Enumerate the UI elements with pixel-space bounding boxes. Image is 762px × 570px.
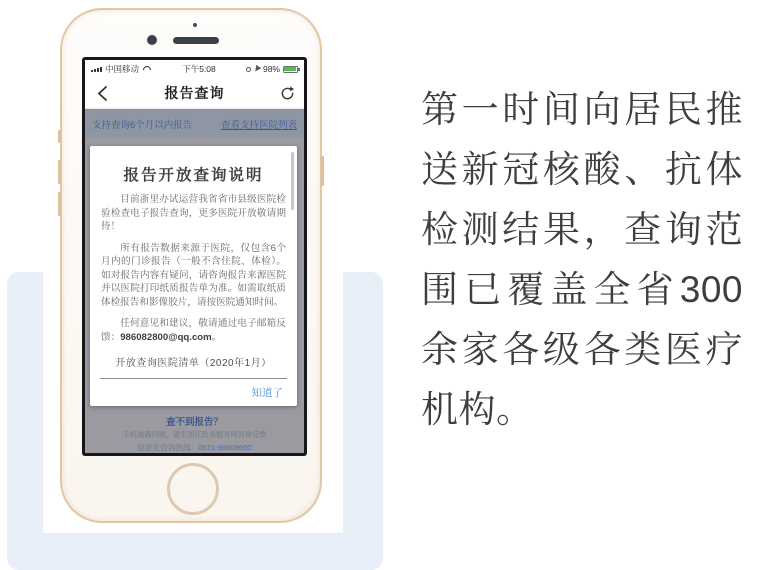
- earpiece-speaker: [173, 37, 219, 44]
- dialog-paragraph: [101, 317, 286, 344]
- back-button[interactable]: [94, 85, 110, 101]
- help-note: 手机端遇问题，请至浙江政务服务网咨询反馈: [122, 430, 267, 439]
- query-range-note: 支持查询6个月以内报告: [92, 119, 193, 131]
- wifi-icon: [142, 65, 152, 73]
- dialog-title: 报告开放查询说明: [123, 167, 264, 184]
- tip-bar: [85, 109, 304, 138]
- hotline-number[interactable]: 0571-88808660: [198, 443, 252, 452]
- phone-screen: [82, 57, 307, 456]
- battery-percent-label: 98%: [262, 64, 280, 74]
- dialog-paragraph: 所有报告数据来源于医院，仅包含6个月内的门诊报告（一般不含住院、体检）。如对报告内容有疑问，请咨询报告来源医院并以医院打印纸质报告单为准。如需取纸质体检报告和影像胶片，请按医院通知时间。: [101, 242, 286, 308]
- caption-text: 第一时间向居民推送新冠核酸、抗体检测结果，查询范围已覆盖全省300余家各级各类医疗机构。: [421, 89, 743, 430]
- orientation-lock-icon: [246, 67, 251, 72]
- refresh-icon: [280, 86, 295, 101]
- background-help-text: [85, 414, 304, 453]
- page-title: 报告查询: [164, 85, 225, 101]
- mute-switch: [58, 130, 61, 143]
- got-it-button[interactable]: 知道了: [251, 387, 283, 399]
- back-chevron-icon: [97, 85, 108, 102]
- location-icon: [253, 65, 261, 73]
- feedback-text-suffix: 。: [211, 331, 222, 343]
- hotline-label: 信息化咨询热线：: [137, 443, 199, 452]
- clock-label: 下午5:08: [182, 64, 216, 74]
- cannot-find-report-label: 查不到报告？: [165, 417, 223, 428]
- dimmed-content-overlay: [85, 138, 304, 453]
- app-viewport: [85, 60, 304, 453]
- volume-down-button: [58, 192, 61, 216]
- home-button[interactable]: [167, 463, 219, 515]
- dialog-divider: [100, 378, 287, 379]
- carrier-label: 中国移动: [105, 64, 140, 74]
- dialog-paragraph: 目前浙里办试运营我省省市县级医院检验检查电子报告查询，更多医院开放敬请期待！: [101, 194, 286, 232]
- signal-bars-icon: [91, 67, 102, 72]
- feedback-text: 任何意见和建议，敬请通过电子邮箱反馈：: [101, 318, 286, 343]
- feedback-email: 986082800@qq.com: [120, 331, 212, 343]
- volume-up-button: [58, 160, 61, 184]
- power-button: [321, 156, 324, 186]
- supported-hospitals-link[interactable]: 查看支持医院列表: [220, 119, 297, 131]
- dialog-scrollbar[interactable]: [291, 152, 294, 210]
- hotline-row: [85, 442, 304, 453]
- refresh-button[interactable]: [279, 85, 295, 101]
- proximity-sensor: [193, 23, 197, 27]
- report-notice-dialog: [90, 146, 297, 406]
- status-bar: [85, 60, 304, 78]
- front-camera: [147, 35, 157, 45]
- nav-bar: [85, 78, 304, 109]
- hospital-list-link[interactable]: 开放查询医院清单（2020年1月）: [115, 358, 272, 369]
- battery-icon: [283, 66, 298, 73]
